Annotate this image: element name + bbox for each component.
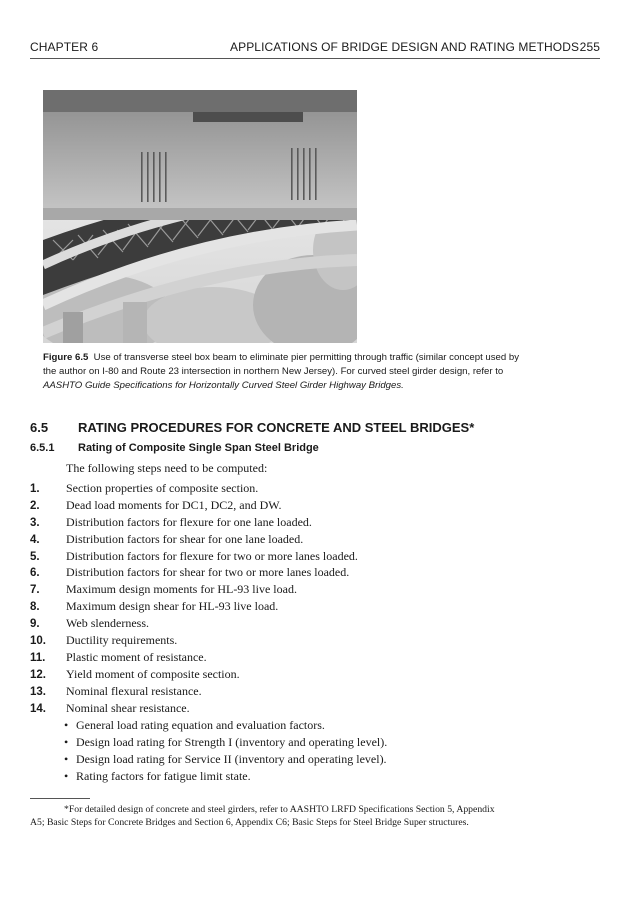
step-number: 6.	[30, 567, 40, 580]
step-number: 13.	[30, 685, 46, 698]
step-text: Web slenderness.	[66, 616, 150, 631]
pier-left	[63, 312, 83, 343]
bullet-icon: •	[64, 768, 69, 783]
bullet-text: Design load rating for Strength I (inventory and operating level).	[76, 734, 388, 749]
list-item	[30, 497, 358, 514]
steps-list	[30, 480, 358, 716]
bullet-text: General load rating equation and evaluation factors.	[76, 718, 325, 732]
step-number: 14.	[30, 702, 46, 715]
step-number: 8.	[30, 601, 40, 614]
step-text: Distribution factors for flexure for two or more lanes loaded.	[66, 548, 358, 563]
bullet-text: Design load rating for Service II (inventory and operating level).	[76, 751, 387, 766]
pier-right	[123, 302, 147, 343]
list-item	[30, 531, 358, 548]
step-text: Nominal flexural resistance.	[66, 683, 202, 698]
list-item	[30, 514, 358, 531]
subsection-heading	[30, 442, 319, 454]
list-item	[64, 768, 387, 785]
step-text: Plastic moment of resistance.	[66, 649, 207, 664]
list-item	[30, 598, 358, 615]
step-number: 11.	[30, 651, 46, 664]
bullet-icon: •	[64, 734, 69, 749]
list-item	[30, 548, 358, 565]
bridge-photo	[43, 90, 357, 343]
section-heading	[30, 420, 474, 435]
list-item	[30, 632, 358, 649]
footnote-divider	[30, 798, 90, 799]
sub-bullets-list	[64, 717, 387, 785]
running-header	[30, 40, 600, 59]
chapter-label: CHAPTER 6	[30, 40, 99, 54]
figure-caption	[43, 351, 523, 393]
step-number: 5.	[30, 550, 40, 563]
list-item	[30, 683, 358, 700]
step-number: 7.	[30, 584, 40, 597]
bullet-text: Rating factors for fatigue limit state.	[76, 768, 251, 783]
list-item	[30, 666, 358, 683]
footnote: *For detailed design of concrete and steel girders, refer to AASHTO LRFD Specifications Section 5, Appendix A5; Basic Steps for Concrete Bridges and Section 6, Appendix C6; Basic Steps for Steel Bridge Super structures.	[30, 804, 495, 828]
list-item	[30, 615, 358, 632]
step-text: Yield moment of composite section.	[66, 666, 240, 681]
list-item	[30, 480, 358, 497]
step-text: Nominal shear resistance.	[66, 700, 190, 715]
step-text: Dead load moments for DC1, DC2, and DW.	[66, 497, 282, 512]
step-number: 9.	[30, 618, 40, 631]
step-number: 4.	[30, 533, 40, 546]
page-number: 255	[579, 40, 600, 54]
figure-label: Figure 6.5	[43, 352, 89, 363]
list-item	[30, 649, 358, 666]
figure-caption-text: Use of transverse steel box beam to eliminate pier permitting through traffic (similar concept used by the author on I-80 and Route 23 intersection in northern New Jersey). For curved steel girder design, refer to	[43, 352, 520, 377]
step-number: 10.	[30, 635, 46, 648]
step-text: Maximum design shear for HL-93 live load.	[66, 599, 279, 614]
list-item	[30, 700, 358, 717]
intro-text: The following steps need to be computed:	[66, 461, 268, 475]
running-title: APPLICATIONS OF BRIDGE DESIGN AND RATING METHODS	[230, 40, 580, 54]
step-number: 12.	[30, 668, 46, 681]
step-number: 1.	[30, 483, 40, 495]
step-text: Distribution factors for shear for one lane loaded.	[66, 531, 304, 546]
subsection-number: 6.5.1	[30, 442, 55, 454]
section-title: RATING PROCEDURES FOR CONCRETE AND STEEL BRIDGES*	[78, 420, 475, 435]
list-item	[30, 581, 358, 598]
bullet-icon: •	[64, 751, 69, 766]
list-item	[64, 734, 387, 751]
figure-caption-reference: AASHTO Guide Specifications for Horizontally Curved Steel Girder Highway Bridges.	[43, 380, 404, 391]
bullet-icon: •	[64, 718, 69, 732]
step-text: Distribution factors for flexure for one lane loaded.	[66, 514, 312, 529]
step-number: 3.	[30, 516, 40, 529]
step-text: Section properties of composite section.	[66, 481, 259, 495]
step-text: Distribution factors for shear for two or more lanes loaded.	[66, 565, 350, 580]
list-item	[64, 717, 387, 734]
subsection-title: Rating of Composite Single Span Steel Bridge	[78, 442, 319, 454]
list-item	[64, 751, 387, 768]
step-text: Maximum design moments for HL-93 live load.	[66, 582, 297, 597]
step-number: 2.	[30, 499, 40, 512]
step-text: Ductility requirements.	[66, 633, 178, 648]
list-item	[30, 564, 358, 581]
section-number: 6.5	[30, 420, 49, 435]
